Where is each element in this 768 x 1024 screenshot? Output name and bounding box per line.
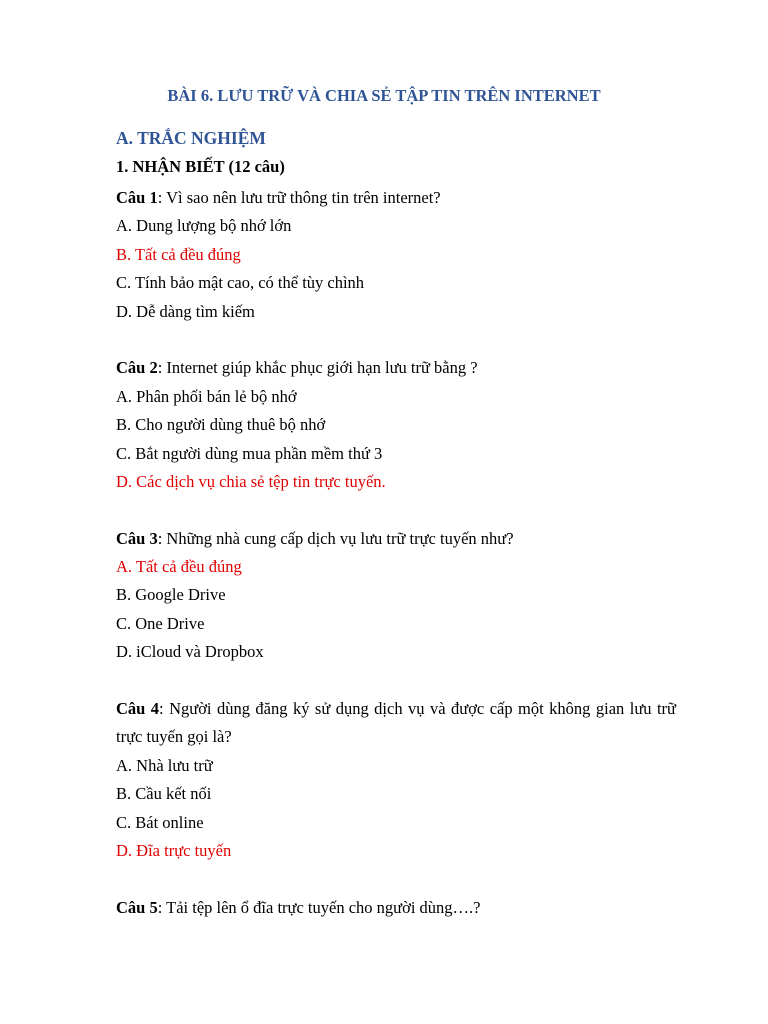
correct-answer-option: D. Các dịch vụ chia sẻ tệp tin trực tuyến. — [116, 471, 386, 491]
answer-option: A. Phân phối bán lẻ bộ nhớ — [116, 386, 297, 406]
spacer — [116, 865, 676, 893]
answer-option: D. iCloud và Dropbox — [116, 642, 264, 662]
question-1 — [116, 184, 676, 212]
lesson-title: BÀI 6. LƯU TRỮ VÀ CHIA SẺ TẬP TIN TRÊN INTERNET — [167, 86, 601, 105]
spacer — [116, 667, 676, 695]
question-label: Câu 2 — [116, 358, 158, 378]
correct-answer-option: B. Tất cả đều đúng — [116, 244, 241, 264]
question-5 — [116, 894, 676, 922]
question-3 — [116, 525, 676, 553]
answer-option: B. Cầu kết nối — [116, 784, 212, 804]
answer-option: C. Bắt người dùng mua phần mềm thứ 3 — [116, 443, 383, 463]
question-2 — [116, 354, 676, 382]
answer-option: D. Dễ dàng tìm kiếm — [116, 301, 255, 321]
question-text: : Người dùng đăng ký sử dụng dịch vụ và được cấp một không gian lưu trữ trực tuyến gọi là? — [116, 699, 676, 747]
question-text: : Vì sao nên lưu trữ thông tin trên internet? — [157, 188, 441, 207]
question-label: Câu 5 — [116, 897, 158, 917]
correct-answer-option: A. Tất cả đều đúng — [116, 557, 242, 577]
question-text: : Những nhà cung cấp dịch vụ lưu trữ trực tuyến như? — [157, 528, 514, 548]
question-4 — [116, 695, 676, 752]
spacer — [116, 326, 676, 354]
answer-option: B. Google Drive — [116, 585, 226, 605]
question-label: Câu 3 — [116, 528, 158, 548]
question-list — [116, 184, 676, 922]
question-label: Câu 4 — [116, 699, 160, 719]
answer-option: C. One Drive — [116, 613, 205, 633]
question-label: Câu 1 — [116, 188, 158, 207]
question-text: : Tải tệp lên ổ đĩa trực tuyến cho người dùng….? — [157, 897, 481, 917]
spacer — [116, 496, 676, 524]
answer-option: C. Tính bảo mật cao, có thể tùy chình — [116, 273, 365, 293]
answer-option: B. Cho người dùng thuê bộ nhớ — [116, 415, 326, 435]
section-heading: A. TRẮC NGHIỆM — [116, 128, 266, 148]
correct-answer-option: D. Đĩa trực tuyến — [116, 841, 232, 861]
subsection-heading: 1. NHẬN BIẾT (12 câu) — [116, 157, 285, 176]
answer-option: A. Dung lượng bộ nhớ lớn — [116, 216, 292, 236]
answer-option: C. Bát online — [116, 812, 204, 832]
answer-option: A. Nhà lưu trữ — [116, 755, 213, 775]
question-text: : Internet giúp khắc phục giới hạn lưu trữ bằng ? — [157, 358, 478, 378]
